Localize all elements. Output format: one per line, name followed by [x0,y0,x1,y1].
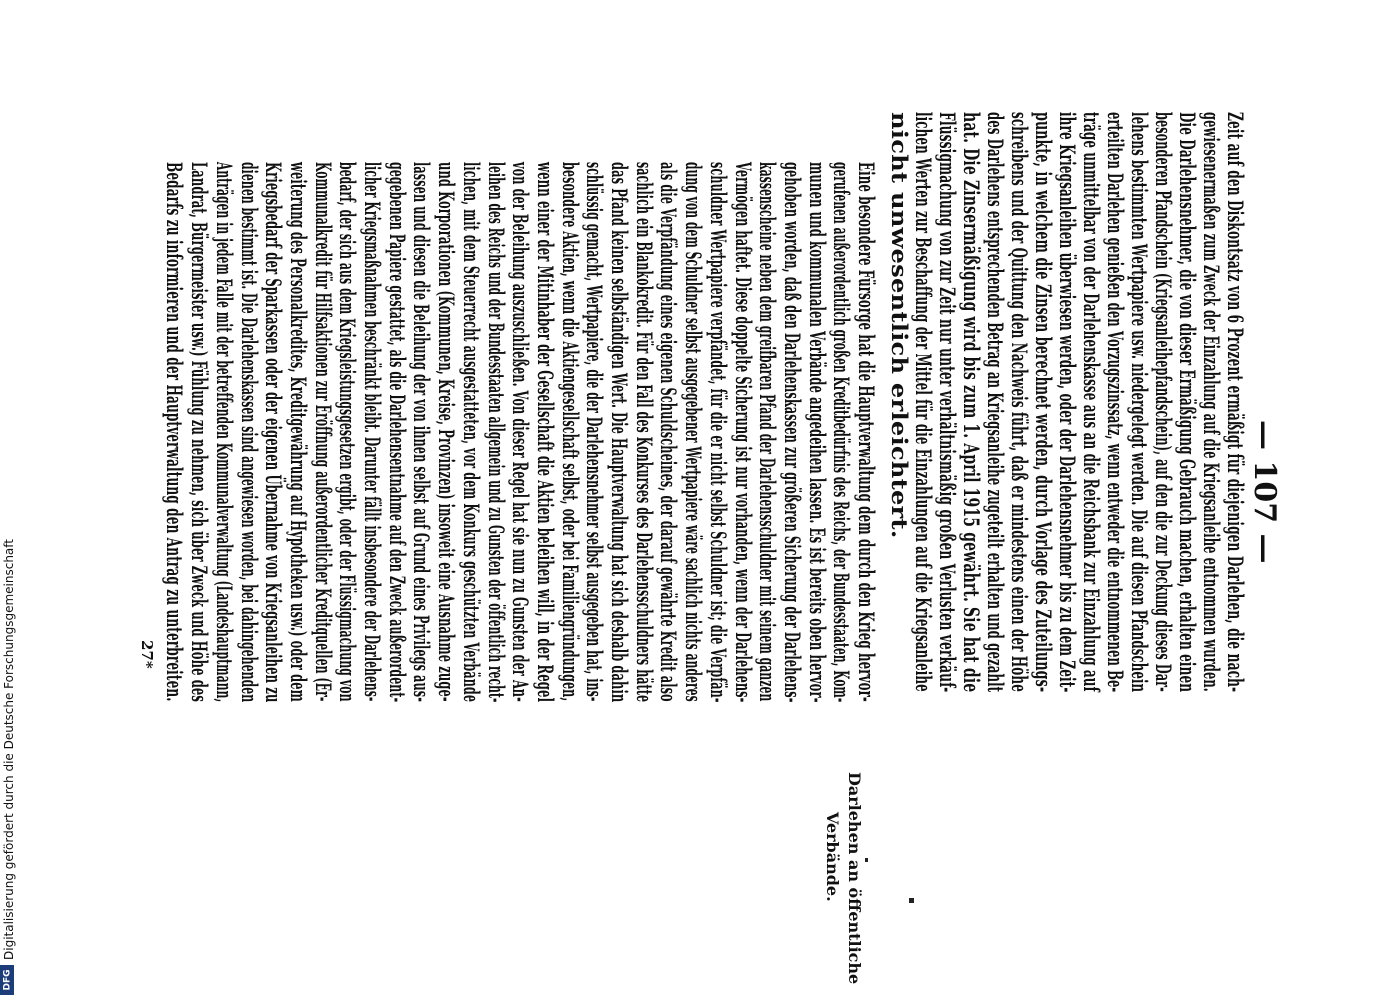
text-line: punkte, in welchem die Zinsen berechnet werden, durch Vorlage des Zuteilungs- [1031,112,1056,693]
text-line: schuldner Wertpapiere verpfändet, für die er nicht selbst Schuldner ist; die Verpfän- [705,162,731,703]
text-line: wenn einer der Mitinhaber der Gesellschaft die Aktien beleihen will, in der Regel [532,162,558,703]
scan-mark [909,898,914,903]
text-line: Kommunalkredit für Hilfsaktionen zur Eröffnung außerordentlicher Kreditquellen (Er- [310,162,336,702]
page-number: — 107 — [1247,420,1282,564]
text-line: von der Beleihung auszuschließen. Von dieser Regel hat sie nun zu Gunsten der An- [508,162,534,702]
text-line: Flüssigmachung von zur Zeit nur unter verhältnismäßig großen Verlusten verkäuf- [935,112,960,693]
text-line: bedarf, der sich aus dem Kriegsleistungsgesetzen ergibt, oder der Flüssigmachung von [335,162,361,702]
text-line: lassen und diesen die Beleihung der von ihnen selbst auf Grund eines Privilegs aus- [409,162,435,702]
text-line: gehoben worden, daß den Darlehenskassen zur größeren Sicherung der Darlehens- [779,162,805,703]
dfg-logo-text: DFG [2,969,13,991]
text-line: das Pfand keinen selbständigen Wert. Die Hauptverwaltung hat sich deshalb dahin [607,162,632,703]
text-line: besondere Aktien, wenn die Aktiengesellschaft selbst, oder bei Familiengründungen, [557,162,583,702]
text-line: schreibens und der Quittung den Nachweis führt, daß er mindestens einen der Höhe [1007,112,1032,692]
text-line: träge unmittelbar von der Darlehenskasse aus an die Reichsbank zur Einzahlung auf [1079,112,1104,692]
text-line: gerufenen außerordentlich großen Kreditbedürfnis des Reichs, der Bundesstaaten, Kom- [829,162,855,703]
text-line: Vermögen haftet. Diese doppelte Sicherung ist nur vorhanden, wenn der Darlehens- [730,162,756,703]
text-line: dung von dem Schuldner selbst ausgegebener Wertpapiere wäre sachlich nichts anderes [681,162,707,702]
text-line: Bedarfs zu informieren und der Hauptverwaltung den Antrag zu unterbreiten. [162,162,188,702]
text-line: als die Verpfändung eines eigenen Schuldscheines, der darauf gewährte Kredit also [656,162,682,702]
dfg-logo [0,965,14,995]
text-line: licher Kriegsmaßnahmen beschränkt bleibt. Darunter fällt insbesondere der Darlehens- [360,162,385,702]
text-line: munen und kommunalen Verbände angedeihen lassen. Es ist bereits oben hervor- [804,162,830,703]
text-line: dienen bestimmt ist. Die Darlehenskassen sind angewiesen worden, bei dahingehenden [236,162,262,703]
text-line: Die Darlehensnehmer, die von dieser Ermäßigung Gebrauch machen, erhalten einen [1175,112,1200,693]
text-line: gewiesenermaßen zum Zweck der Einzahlung auf die Kriegsanleihe entnommen wurden. [1199,112,1224,692]
scan-mark [865,858,868,862]
text-line: lichen, mit dem Steuerrecht ausgestatteten, vor dem Konkurs geschützten Verbände [458,162,484,703]
text-line: Anträgen in jedem Falle mit der betreffenden Kommunalverwaltung (Landeshauptmann, [211,162,237,703]
text-line: leihen des Reichs und der Bundesstaaten allgemein und zu Gunsten der öffentlich recht- [483,162,509,703]
text-line: besonderen Pfandschein (Kriegsanleihepfandschein), auf den die zur Deckung dieses Dar- [1151,112,1176,692]
text-line: Zeit auf den Diskontsatz von 6 Prozent ermäßigt für diejenigen Darlehen, die nach- [1223,112,1248,693]
digitization-notice: Digitalisierung gefördert durch die Deutsche Forschungsgemeinschaft [2,538,16,960]
text-line: erteilten Darlehen genießen den Vorzugszinssatz, wenn entweder die entnommenen Be- [1103,112,1128,693]
margin-note-line: Verbände. [823,812,842,902]
text-line: kassenscheine neben dem greifbaren Pfand der Darlehensschuldner mit seinem ganzen [755,162,781,702]
text-line: ihre Kriegsanleihen überwiesen werden, oder der Darlehensnehmer bis zu dem Zeit- [1055,112,1080,693]
text-line: Kriegsbedarf der Sparkassen oder der eigenen Übernahme von Kriegsanleihen zu [261,162,287,703]
text-line: gegebenen Papiere gestattet, als die Darlehensentnahme auf den Zweck außerordent- [384,162,410,703]
text-line: hat. Die Zinsermäßigung wird bis zum 1. April 1915 gewährt. Sie hat die [959,112,984,693]
text-line: nicht unwesentlich erleichtert. [887,112,912,539]
text-line: lehens bestimmten Wertpapiere usw. niedergelegt werden. Die auf diesen Pfandschein [1127,112,1152,693]
margin-note-line: Darlehen an öffentliche [845,772,864,985]
text-line: lichen Werten zur Beschaffung der Mittel für die Einzahlungen auf die Kriegsanleihe [911,112,936,692]
text-line: Landrat, Bürgermeister usw.) Fühlung zu nehmen, sich über Zweck und Höhe des [187,162,213,703]
text-line: und Korporationen (Kommunen, Kreise, Provinzen) insoweit eine Ausnahme zuge- [434,162,460,702]
text-line: weiterung des Personalkredites, Kreditgewährung auf Hypotheken usw.) oder dem [285,162,311,702]
text-line: schlüssig gemacht, Wertpapiere, die der Darlehensnehmer selbst ausgegeben hat, ins- [582,162,608,702]
text-line: sachlich ein Blankokredit. Für den Fall des Konkurses des Darlehensschuldners hätte [631,162,657,703]
signature-mark: 27* [138,640,156,669]
text-line: Eine besondere Fürsorge hat die Hauptverwaltung dem durch den Krieg hervor- [854,162,879,702]
text-line: des Darlehens entsprechenden Betrag an Kriegsanleihe zugeteilt erhalten und gezahlt [983,112,1008,693]
